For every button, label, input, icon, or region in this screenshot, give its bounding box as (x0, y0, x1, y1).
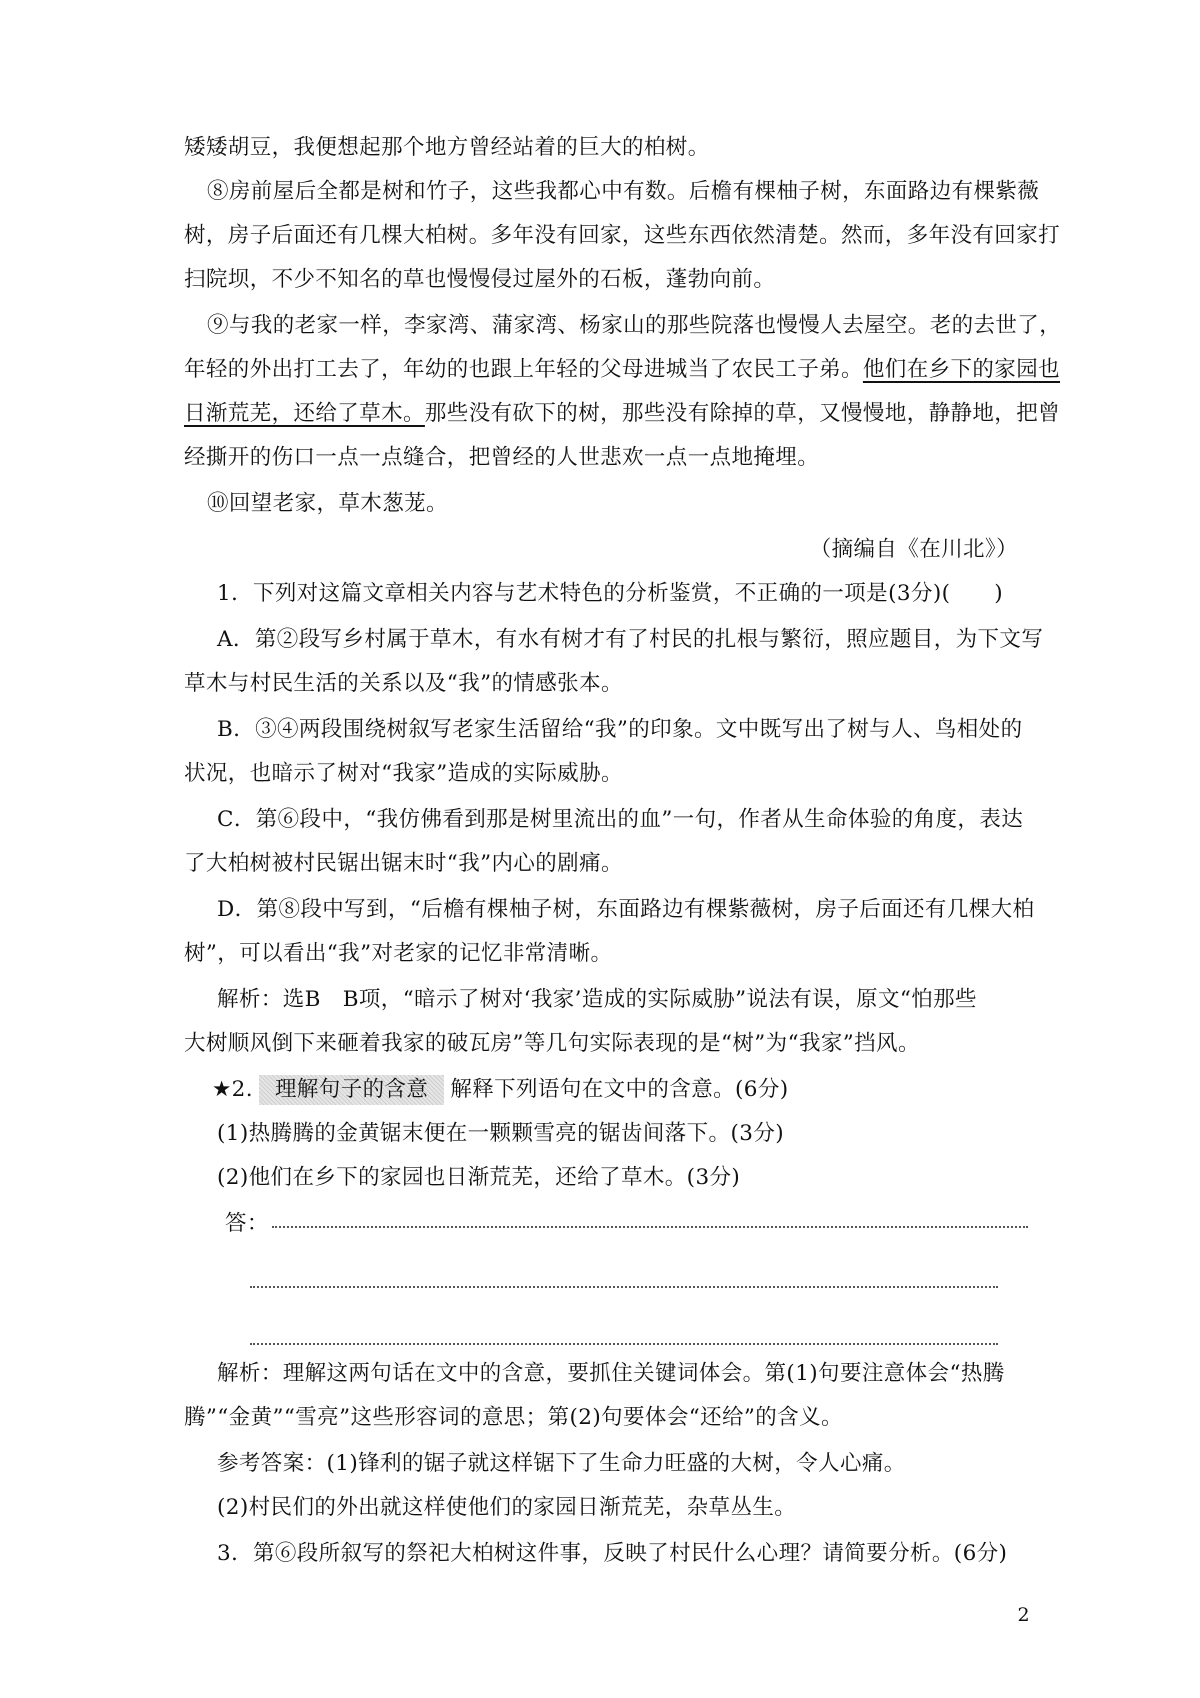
skill-tag: 理解句子的含意 (259, 1075, 444, 1105)
reference-answer-line: 参考答案：(1)锋利的锯子就这样锯下了生命力旺盛的大树，令人心痛。 (217, 1451, 906, 1476)
option-d-line: D．第⑧段中写到，“后檐有棵柚子树，东面路边有棵紫薇树，房子后面还有几棵大柏 (217, 897, 1035, 922)
question-1-stem: 1．下列对这篇文章相关内容与艺术特色的分析鉴赏，不正确的一项是(3分)( ) (217, 581, 1004, 606)
sub-question-2: (2)他们在乡下的家园也日渐荒芜，还给了草木。(3分) (217, 1165, 741, 1190)
reference-answer-line: (2)村民们的外出就这样使他们的家园日渐荒芜，杂草丛生。 (217, 1495, 797, 1520)
paragraph-8-line: 扫院坝，不少不知名的草也慢慢侵过屋外的石板，蓬勃向前。 (184, 267, 776, 292)
paragraph-9-line: ⑨与我的老家一样，李家湾、蒲家湾、杨家山的那些院落也慢慢人去屋空。老的去世了， (207, 313, 1062, 338)
question-2-stem (0, 1074, 1200, 1106)
option-a-line: 草木与村民生活的关系以及“我”的情感张本。 (184, 671, 623, 696)
answer-line[interactable] (272, 1226, 1028, 1228)
answer-label: 答： (225, 1211, 269, 1236)
paragraph-9-line (0, 398, 1200, 430)
option-c-line: C．第⑥段中，“我仿佛看到那是树里流出的血”一句，作者从生命体验的角度，表达 (217, 807, 1024, 832)
question-3-stem: 3．第⑥段所叙写的祭祀大柏树这件事，反映了村民什么心理？请简要分析。(6分) (217, 1541, 1008, 1566)
option-c-line: 了大柏树被村民锯出锯末时“我”内心的剧痛。 (184, 851, 623, 876)
option-d-line: 树”，可以看出“我”对老家的记忆非常清晰。 (184, 941, 613, 966)
underlined-sentence: 日渐荒芜，还给了草木。 (184, 401, 425, 426)
plain-text: 那些没有砍下的树，那些没有除掉的草，又慢慢地，静静地，把曾 (424, 401, 1061, 426)
answer-line[interactable] (250, 1286, 998, 1288)
sub-question-1: (1)热腾腾的金黄锯末便在一颗颗雪亮的锯齿间落下。(3分) (217, 1121, 785, 1146)
source-citation: （摘编自《在川北》） (809, 537, 1018, 562)
analysis-line: 大树顺风倒下来砸着我家的破瓦房”等几句实际表现的是“树”为“我家”挡风。 (184, 1031, 920, 1056)
page-number: 2 (1017, 1604, 1030, 1626)
answer-line[interactable] (250, 1343, 998, 1345)
underlined-sentence: 他们在乡下的家园也 (862, 357, 1061, 382)
analysis-line: 解析：理解这两句话在文中的含意，要抓住关键词体会。第(1)句要注意体会“热腾 (217, 1361, 1005, 1386)
passage-line: 矮矮胡豆，我便想起那个地方曾经站着的巨大的柏树。 (184, 135, 710, 160)
paragraph-9-line: 经撕开的伤口一点一点缝合，把曾经的人世悲欢一点一点地掩埋。 (184, 445, 820, 470)
plain-text: 年轻的外出打工去了，年幼的也跟上年轻的父母进城当了农民工子弟。 (184, 357, 863, 382)
paragraph-8-line: 树，房子后面还有几棵大柏树。多年没有回家，这些东西依然清楚。然而，多年没有回家打 (184, 223, 1061, 248)
option-b-line: 状况，也暗示了树对“我家”造成的实际威胁。 (184, 761, 623, 786)
analysis-line: 解析：选B B项，“暗示了树对‘我家’造成的实际威胁”说法有误，原文“怕那些 (217, 987, 977, 1012)
paragraph-10: ⑩回望老家，草木葱茏。 (207, 491, 448, 516)
option-b-line: B．③④两段围绕树叙写老家生活留给“我”的印象。文中既写出了树与人、鸟相处的 (217, 717, 1023, 742)
paragraph-9-line (0, 354, 1200, 386)
paragraph-8-line: ⑧房前屋后全都是树和竹子，这些我都心中有数。后檐有棵柚子树，东面路边有棵紫薇 (207, 179, 1040, 204)
question-2-text: 解释下列语句在文中的含意。(6分) (450, 1077, 789, 1102)
analysis-line: 腾”“金黄”“雪亮”这些形容词的意思；第(2)句要体会“还给”的含义。 (184, 1405, 843, 1430)
option-a-line: A．第②段写乡村属于草木，有水有树才有了村民的扎根与繁衍，照应题目，为下文写 (217, 627, 1044, 652)
star-number: ★2. (212, 1077, 253, 1102)
